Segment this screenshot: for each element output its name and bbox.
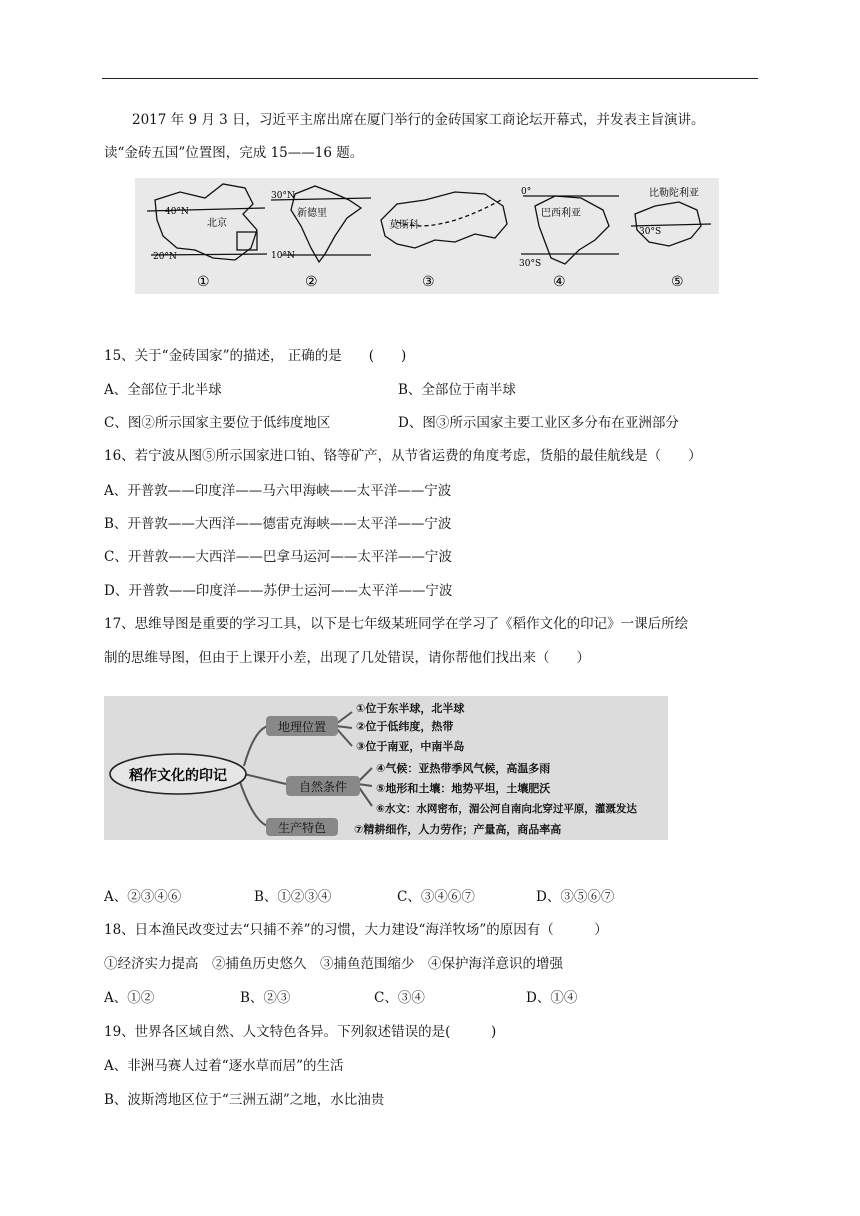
mind-branch-production: 生产特色 [277, 821, 327, 835]
map4-lat-a: 0° [521, 187, 532, 197]
q19-option-a: A、非洲马赛人过着“逐水草而居”的生活 [104, 1058, 344, 1074]
q17-option-d: D、③⑤⑥⑦ [536, 889, 615, 905]
map5-city: 比勒陀利亚 [649, 188, 699, 199]
mind-item-1: ①位于东半球，北半球 [356, 702, 465, 715]
mind-item-3: ③位于南亚，中南半岛 [356, 740, 465, 753]
mind-map-figure [104, 696, 668, 840]
mind-item-6: ⑥水文：水网密布，湄公河自南向北穿过平原，灌溉发达 [376, 803, 637, 815]
map3-number: ③ [422, 274, 435, 290]
map3-city: 莫斯科 [389, 220, 419, 231]
mind-item-2: ②位于低纬度，热带 [356, 720, 454, 733]
map2-number: ② [305, 274, 318, 290]
q15-option-d: D、图③所示国家主要工业区多分布在亚洲部分 [398, 415, 679, 431]
map5-lat-a: 30°S [639, 227, 662, 237]
q18-option-d: D、①④ [526, 990, 578, 1006]
q19-option-b: B、波斯湾地区位于“三洲五湖”之地，水比油贵 [104, 1092, 385, 1108]
map2-lat-a: 30°N [271, 191, 295, 201]
q18-option-c: C、③④ [374, 990, 425, 1006]
mind-item-5: ⑤地形和土壤：地势平坦，土壤肥沃 [376, 782, 551, 795]
map4-lat-b: 30°S [519, 259, 542, 269]
intro-line-2: 读“金砖五国”位置图，完成 15——16 题。 [104, 145, 364, 161]
mind-root: 稻作文化的印记 [129, 768, 227, 784]
map1-lat-a: 40°N [165, 207, 189, 217]
map2-lat-b: 10°N [271, 251, 295, 261]
brics-location-maps [135, 178, 719, 294]
q16-stem: 16、若宁波从图⑤所示国家进口铂、铬等矿产，从节省运费的角度考虑，货船的最佳航线是（ ） [104, 448, 702, 464]
q15-stem: 15、关于“金砖国家”的描述， 正确的是 ( ) [104, 348, 407, 364]
map2-city: 新德里 [297, 208, 327, 219]
q15-option-c: C、图②所示国家主要位于低纬度地区 [104, 415, 331, 431]
map4-number: ④ [553, 274, 566, 290]
map1-lat-b: 20°N [153, 252, 177, 262]
map-south-africa [631, 202, 711, 246]
map1-number: ① [197, 274, 210, 290]
map5-number: ⑤ [671, 274, 684, 290]
q18-stem: 18、日本渔民改变过去“只捕不养”的习惯，大力建设“海洋牧场”的原因有（ ） [104, 922, 608, 938]
map1-city: 北京 [207, 218, 227, 229]
map-brazil [521, 196, 619, 264]
mind-item-4: ④气候：亚热带季风气候，高温多雨 [376, 762, 551, 775]
mind-branch-natural: 自然条件 [298, 780, 348, 794]
q16-option-d: D、开普敦——印度洋——苏伊士运河——太平洋——宁波 [104, 583, 453, 599]
q18-statements: ①经济实力提高 ②捕鱼历史悠久 ③捕鱼范围缩少 ④保护海洋意识的增强 [104, 956, 563, 972]
q18-option-b: B、②③ [240, 990, 291, 1006]
q18-option-a: A、①② [104, 990, 155, 1006]
map4-city: 巴西利亚 [541, 208, 581, 219]
q17-option-a: A、②③④⑥ [104, 889, 182, 905]
q17-stem-2: 制的思维导图，但由于上课开小差，出现了几处错误，请你帮他们找出来（ ） [104, 650, 590, 666]
q16-option-c: C、开普敦——大西洋——巴拿马运河——太平洋——宁波 [104, 549, 452, 565]
mind-item-7: ⑦精耕细作，人力劳作；产量高，商品率高 [354, 823, 562, 836]
q15-option-b: B、全部位于南半球 [398, 382, 516, 398]
q16-option-b: B、开普敦——大西洋——德雷克海峡——太平洋——宁波 [104, 516, 452, 532]
q16-option-a: A、开普敦——印度洋——马六甲海峡——太平洋——宁波 [104, 483, 452, 499]
q17-option-b: B、①②③④ [254, 889, 332, 905]
q15-option-a: A、全部位于北半球 [104, 382, 222, 398]
mind-map [104, 696, 668, 840]
mind-branch-location: 地理位置 [277, 720, 327, 734]
brics-maps-figure [135, 178, 719, 294]
q17-stem-1: 17、思维导图是重要的学习工具，以下是七年级某班同学在学习了《稻作文化的印记》一课后所绘 [104, 616, 689, 632]
q17-option-c: C、③④⑥⑦ [397, 889, 475, 905]
intro-line-1: 2017 年 9 月 3 日，习近平主席出席在厦门举行的金砖国家工商论坛开幕式，并发表主旨演讲。 [132, 112, 705, 128]
q19-stem: 19、世界各区域自然、人文特色各异。下列叙述错误的是( ) [104, 1024, 497, 1040]
header-rule [102, 78, 758, 79]
